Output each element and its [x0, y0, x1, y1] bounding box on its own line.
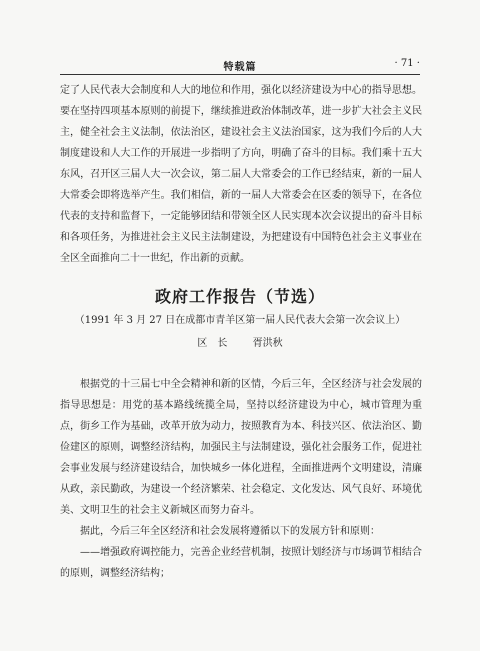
- body-paragraph: 根据党的十三届七中全会精神和新的区情，今后三年，全区经济与社会发展的指导思想是：用党的基本路线统揽全局，坚持以经济建设为中心，城市管理为重点，街乡工作为基础，改革开放为动力，按照教育为本、科技兴区、依法治区、勤俭建区的原则，调整经济结构，加强民主与法制建设，强化社会服务工作，促进社会事业发展与经济建设结合，加快城乡一体化进程，全面推进两个文明建设，清廉从政，亲民勤政，为建设一个经济繁荣、社会稳定、文化发达、风气良好、环境优美、文明卫生的社会主义新城区而努力奋斗。: [60, 379, 422, 516]
- page-header: [60, 58, 420, 74]
- report-subtitle: （1991 年 3 月 27 日在成都市青羊区第一届人民代表大会第一次会议上）: [74, 315, 406, 326]
- author-role: 区 长: [197, 338, 228, 349]
- running-title: 特载篇: [223, 62, 257, 73]
- header-rule: [60, 74, 420, 75]
- body-paragraph: 据此，今后三年全区经济和社会发展将遵循以下的发展方针和原则：: [80, 526, 380, 537]
- body-paragraph: ——增强政府调控能力，完善企业经营机制，按照计划经济与市场调节相结合的原则，调整经济结构；: [60, 547, 422, 579]
- report-author: [0, 334, 480, 349]
- report-title: 政府工作报告（节选）: [154, 287, 325, 306]
- author-name: 胥洪秋: [252, 338, 283, 349]
- report-body: [60, 374, 422, 584]
- continued-paragraph: 定了人民代表大会制度和人大的地位和作用，强化以经济建设为中心的指导思想。要在坚持四项基本原则的前提下，继续推进政治体制改革，进一步扩大社会主义民主，健全社会主义法制，依法治区，建设社会主义法治国家，这为我们今后的人大制度建设和人大工作的开展进一步指明了方向，明确了奋斗的目标。我们乘十五大东风，召开区三届人大一次会议，第二届人大常委会的工作已经结束，新的一届人大常委会即将选举产生。我们相信，新的一届人大常委会在区委的领导下，在各位代表的支持和监督下，一定能够团结和带领全区人民实现本次会议提出的奋斗目标和各项任务，为推进社会主义民主法制建设，为把建设有中国特色社会主义事业在全区全面推向二十一世纪，作出新的贡献。: [60, 85, 422, 264]
- page-number: · 71 ·: [394, 58, 420, 69]
